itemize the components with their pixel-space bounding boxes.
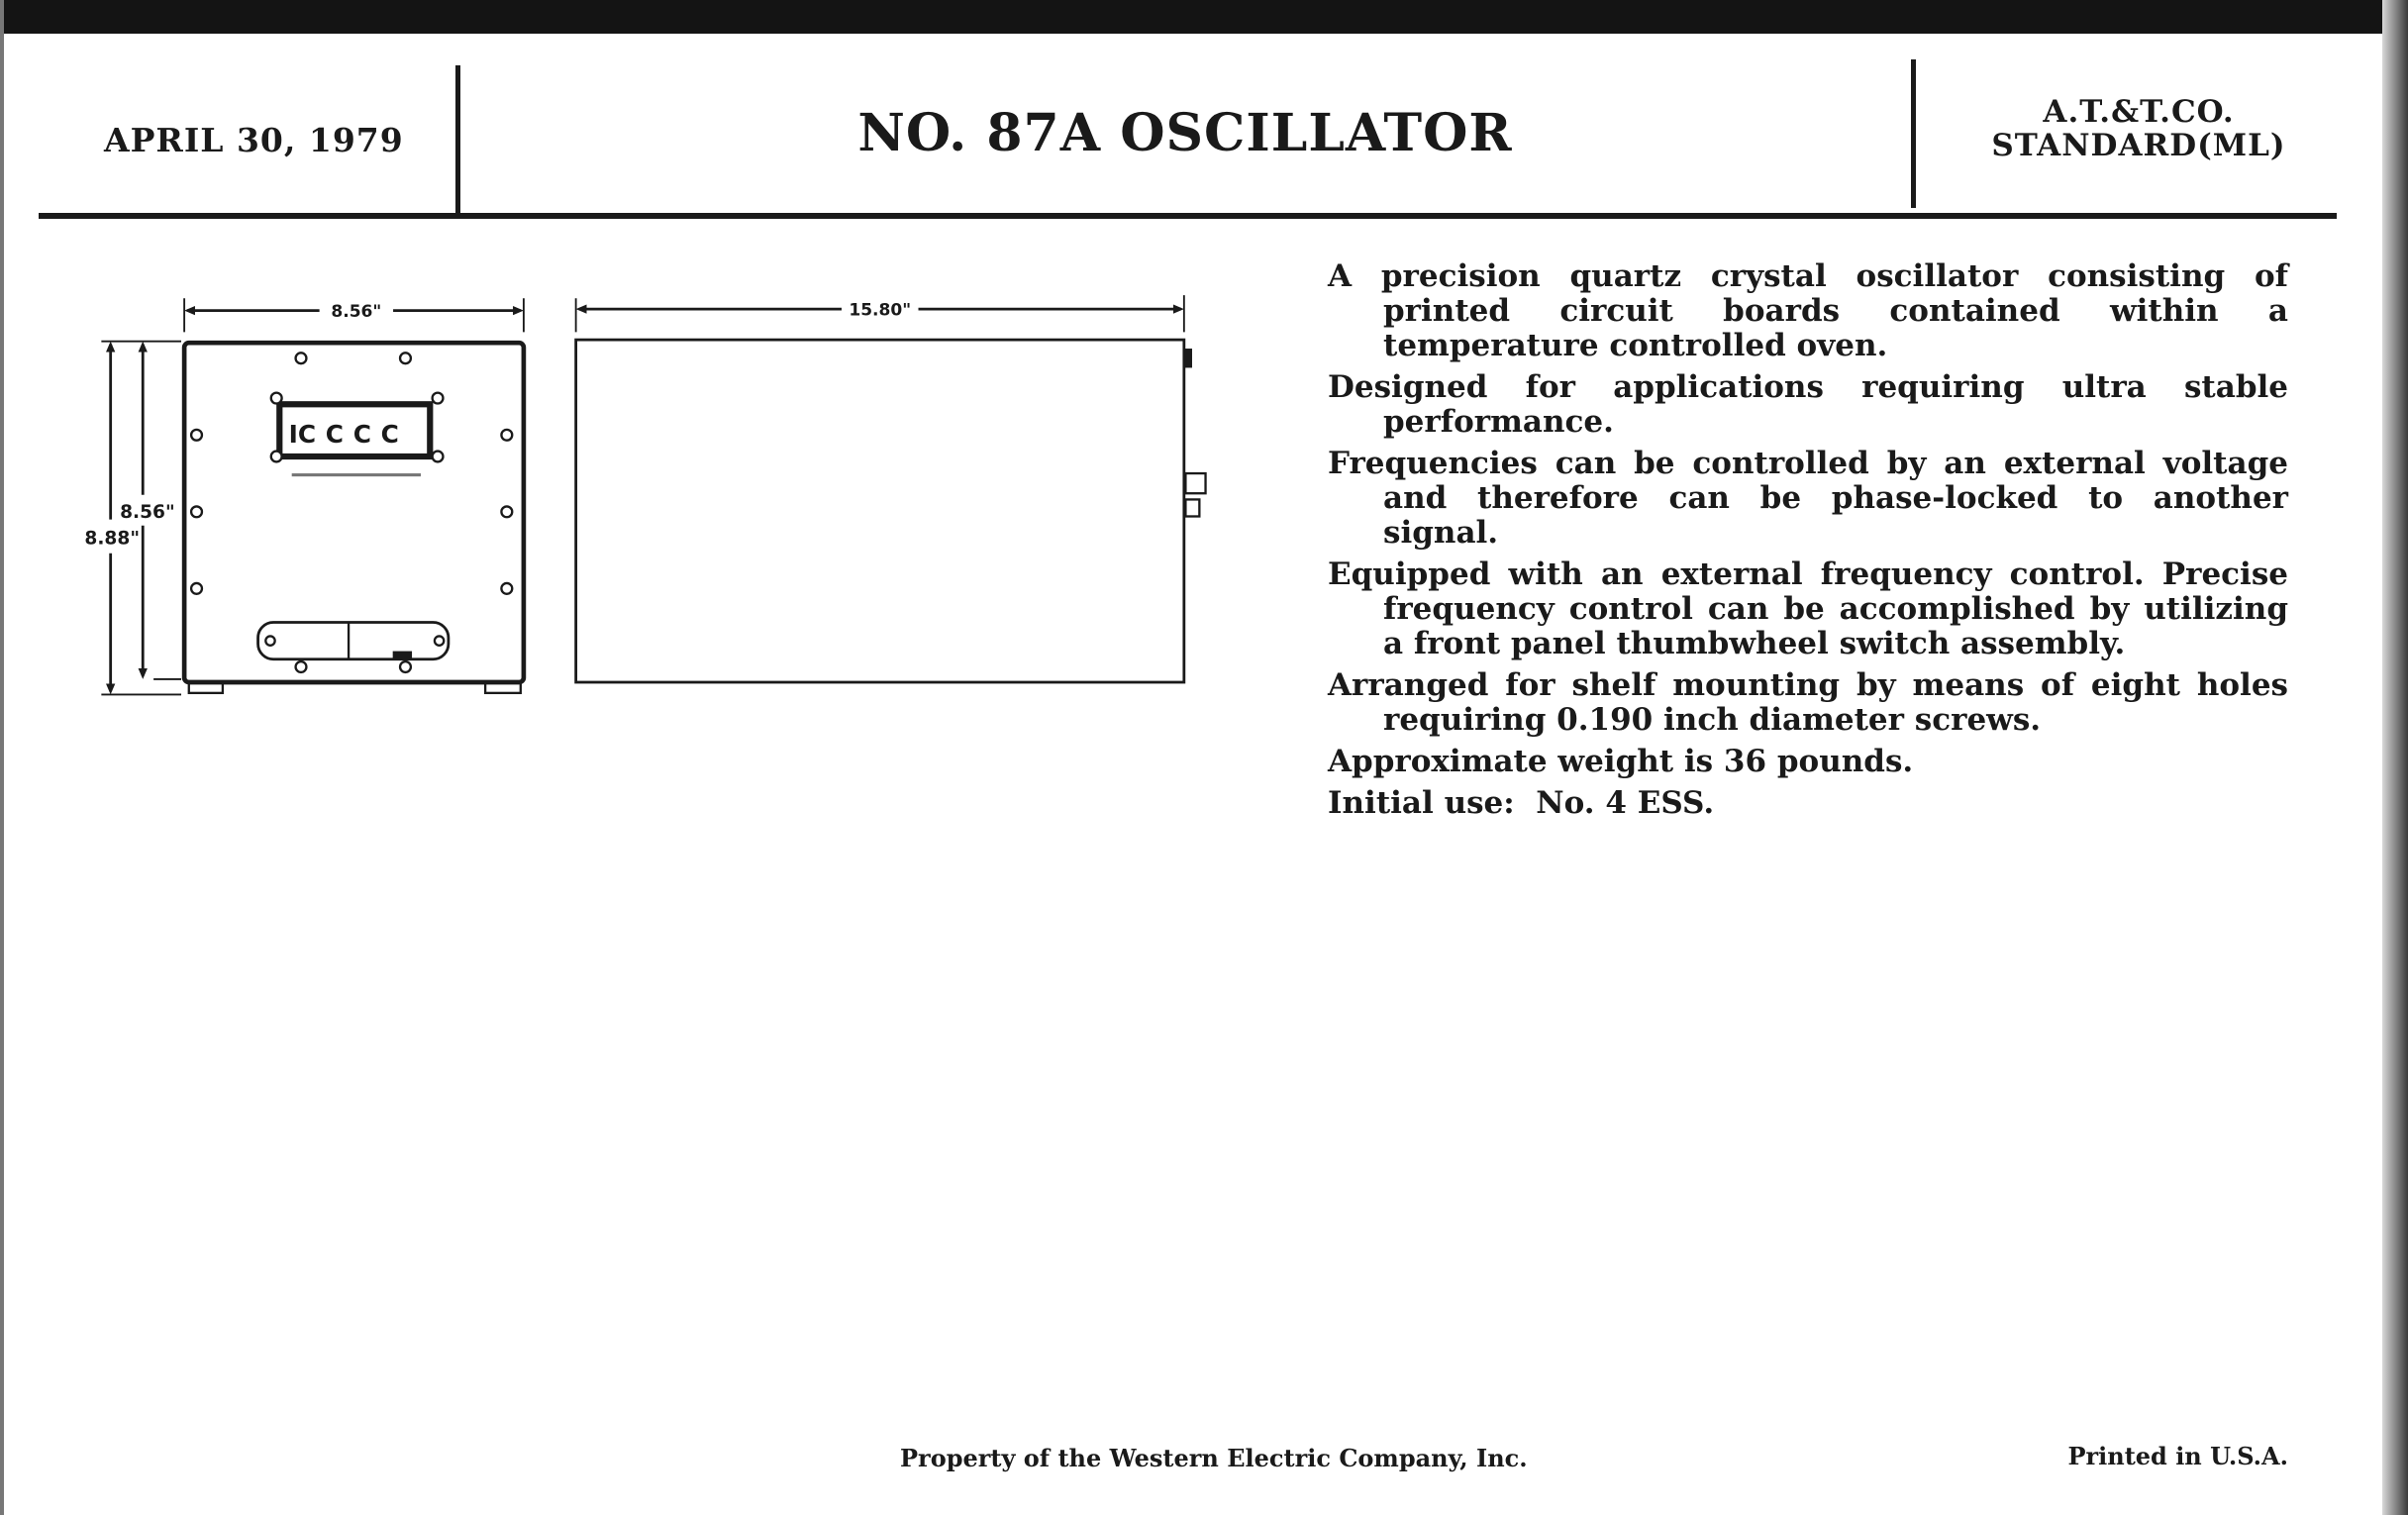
front-width-label: 8.56" bbox=[331, 301, 382, 322]
svg-text:C: C bbox=[380, 420, 399, 450]
svg-text:I: I bbox=[288, 420, 298, 450]
description bbox=[1328, 259, 2288, 828]
standard-company: A.T.&T.CO. bbox=[2043, 94, 2235, 130]
description-paragraph: Designed for applications requiring ultra stable performance. bbox=[1328, 369, 2288, 440]
svg-text:C: C bbox=[325, 420, 345, 450]
front-height-inner-label: 8.56" bbox=[120, 502, 175, 524]
front-height-outer-label: 8.88" bbox=[84, 528, 141, 550]
side-depth-label: 15.80" bbox=[849, 300, 912, 321]
description-paragraph: Equipped with an external frequency control. Precise frequency control can be accomplished by utilizing a front panel thumbwheel switch assembly. bbox=[1328, 556, 2288, 661]
description-paragraph: Initial use: No. 4 ESS. bbox=[1328, 785, 1715, 821]
bottom-connector-plate bbox=[258, 623, 449, 659]
description-paragraph: Approximate weight is 36 pounds. bbox=[1328, 744, 1914, 779]
description-paragraph: A precision quartz crystal oscillator consisting of printed circuit boards contained within a temperature controlled oven. bbox=[1328, 258, 2288, 363]
svg-text:C: C bbox=[352, 420, 371, 450]
issue-date: APRIL 30, 1979 bbox=[104, 121, 404, 159]
svg-text:C: C bbox=[297, 420, 317, 450]
page-title: NO. 87A OSCILLATOR bbox=[857, 103, 1513, 163]
front-panel bbox=[184, 343, 524, 682]
standard-type: STANDARD(ML) bbox=[1991, 128, 2286, 163]
description-paragraph: Arranged for shelf mounting by means of eight holes requiring 0.190 inch diameter screws. bbox=[1328, 667, 2288, 738]
side-view bbox=[576, 340, 1184, 682]
footer-property: Property of the Western Electric Company, Inc. bbox=[900, 1444, 1528, 1472]
footer-printed: Printed in U.S.A. bbox=[2067, 1442, 2288, 1470]
description-paragraph: Frequencies can be controlled by an external voltage and therefore can be phase-locked to another signal. bbox=[1328, 446, 2288, 551]
